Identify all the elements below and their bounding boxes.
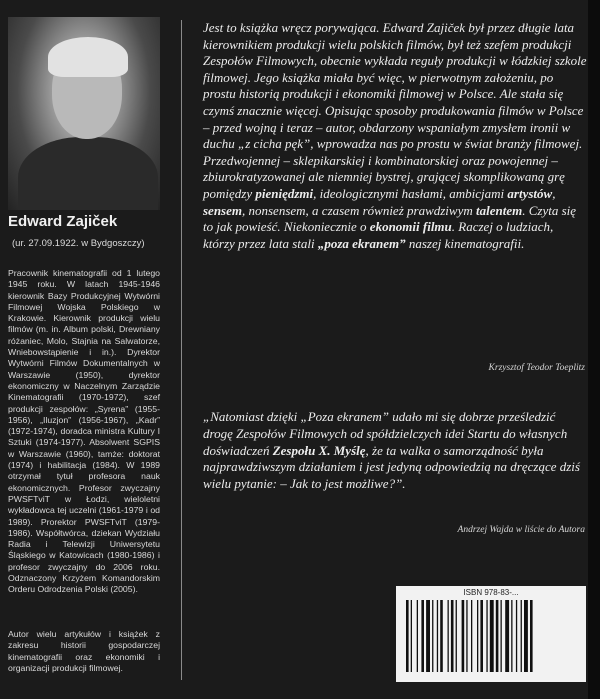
review-signature: Krzysztof Teodor Toeplitz xyxy=(488,363,585,373)
barcode-bars xyxy=(406,600,576,672)
column-divider xyxy=(181,20,182,680)
book-edge xyxy=(588,0,600,699)
quote-signature: Andrzej Wajda w liście do Autora xyxy=(457,525,585,535)
author-photo xyxy=(8,17,160,210)
quote-text: „Natomiast dzięki „Poza ekranem” udało mi się dobrze prześledzić drogę Zespołów Filmowych od spółdzielczych idei Startu do własnych doświadczeń Zespołu X. Myślę, że ta walka o samorządność była najprawdziwszym działaniem i jest jedyną odpowiedzią na dręczące dziś wielu pytanie: – Jak to jest możliwe?”. xyxy=(203,409,580,492)
author-bio-publications: Autor wielu artykułów i książek z zakresu historii gospodarczej kinematografii oraz ekonomiki i organizacji produkcji filmowej. xyxy=(8,629,160,673)
review-text: Jest to książka wręcz porywająca. Edward Zajiček był przez długie lata kierownikiem produkcji wielu polskich filmów, był też szefem produkcji Zespołów Filmowych, obecnie wykłada reguły produkcji w łódzkiej szkole filmowej. Jego książka miała być więc, w pierwotnym założeniu, po prostu historią produkcji i ekonomiki filmowej w Polsce. Ale stała się czymś znacznie więcej. Opisując sposoby produkowania filmów w Polsce – przed wojną i teraz – autor, obdarzony wspaniałym zmysłem ironii w duchu „z cicha pęk”, wprowadza nas po prostu w świat branży filmowej. Przedwojennej – sklepikarskiej i kombinatorskiej oraz powojennej – zbiurokratyzowanej ale niemniej bystrej, grającej skomplikowaną grę pomiędzy pieniędzmi, ideologicznymi hasłami, ambicjami artystów, sensem, nonsensem, a czasem również prawdziwym talentem. Czyta się to jak powieść. Niekoniecznie o ekonomii filmu. Raczej o ludziach, którzy przez lata stali „poza ekranem” naszej kinematografii. xyxy=(203,20,587,251)
author-bio: Pracownik kinematografii od 1 lutego 1945 roku. W latach 1945-1946 kierownik Bazy Produkcyjnej Wytwórni Filmowej Wojska Polskiego w Krakowie. Kierownik produkcji wielu filmów (m. in. Album polski, Drewniany różaniec, Molo, Stajnia na Salwatorze, Wniebowstąpienie i in.). Dyrektor Wytwórni Filmów Dokumentalnych w Warszawie (1950), dyrektor ekonomiczny w Naczelnym Zarządzie Kinematografii (1970-1972), szef produkcji zespołów: „Syrena” (1955-1956), „Iluzjon” (1956-1967), „Kadr” (1972-1974), doradca ministra Kultury I Sztuki (1974-1977). Absolwent SGPIS w Warszawie (1960), tamże: doktorat (1974) i habilitacja (1984). W 1989 otrzymał tytuł profesora nauk ekonomicznych. Profesor zwyczajny PWSFTviT w Łodzi, wieloletni wykładowca tej uczelni (1961-1979 i od 1989). Prorektor PWSFTviT (1979-1986). Współtwórca, dziekan Wydziału Radia i Telewizji Uniwersytetu Śląskiego w Katowicach (1980-1986) i profesor zwyczajny do 2006 roku. Odznaczony Krzyżem Komandorskim Orderu Odrodzenia Polski (2005). xyxy=(8,268,160,595)
isbn-label: ISBN 978-83-... xyxy=(463,588,519,597)
author-name: Edward Zajiček xyxy=(8,213,118,230)
author-birth: (ur. 27.09.1922. w Bydgoszczy) xyxy=(12,238,145,249)
barcode xyxy=(396,586,586,682)
